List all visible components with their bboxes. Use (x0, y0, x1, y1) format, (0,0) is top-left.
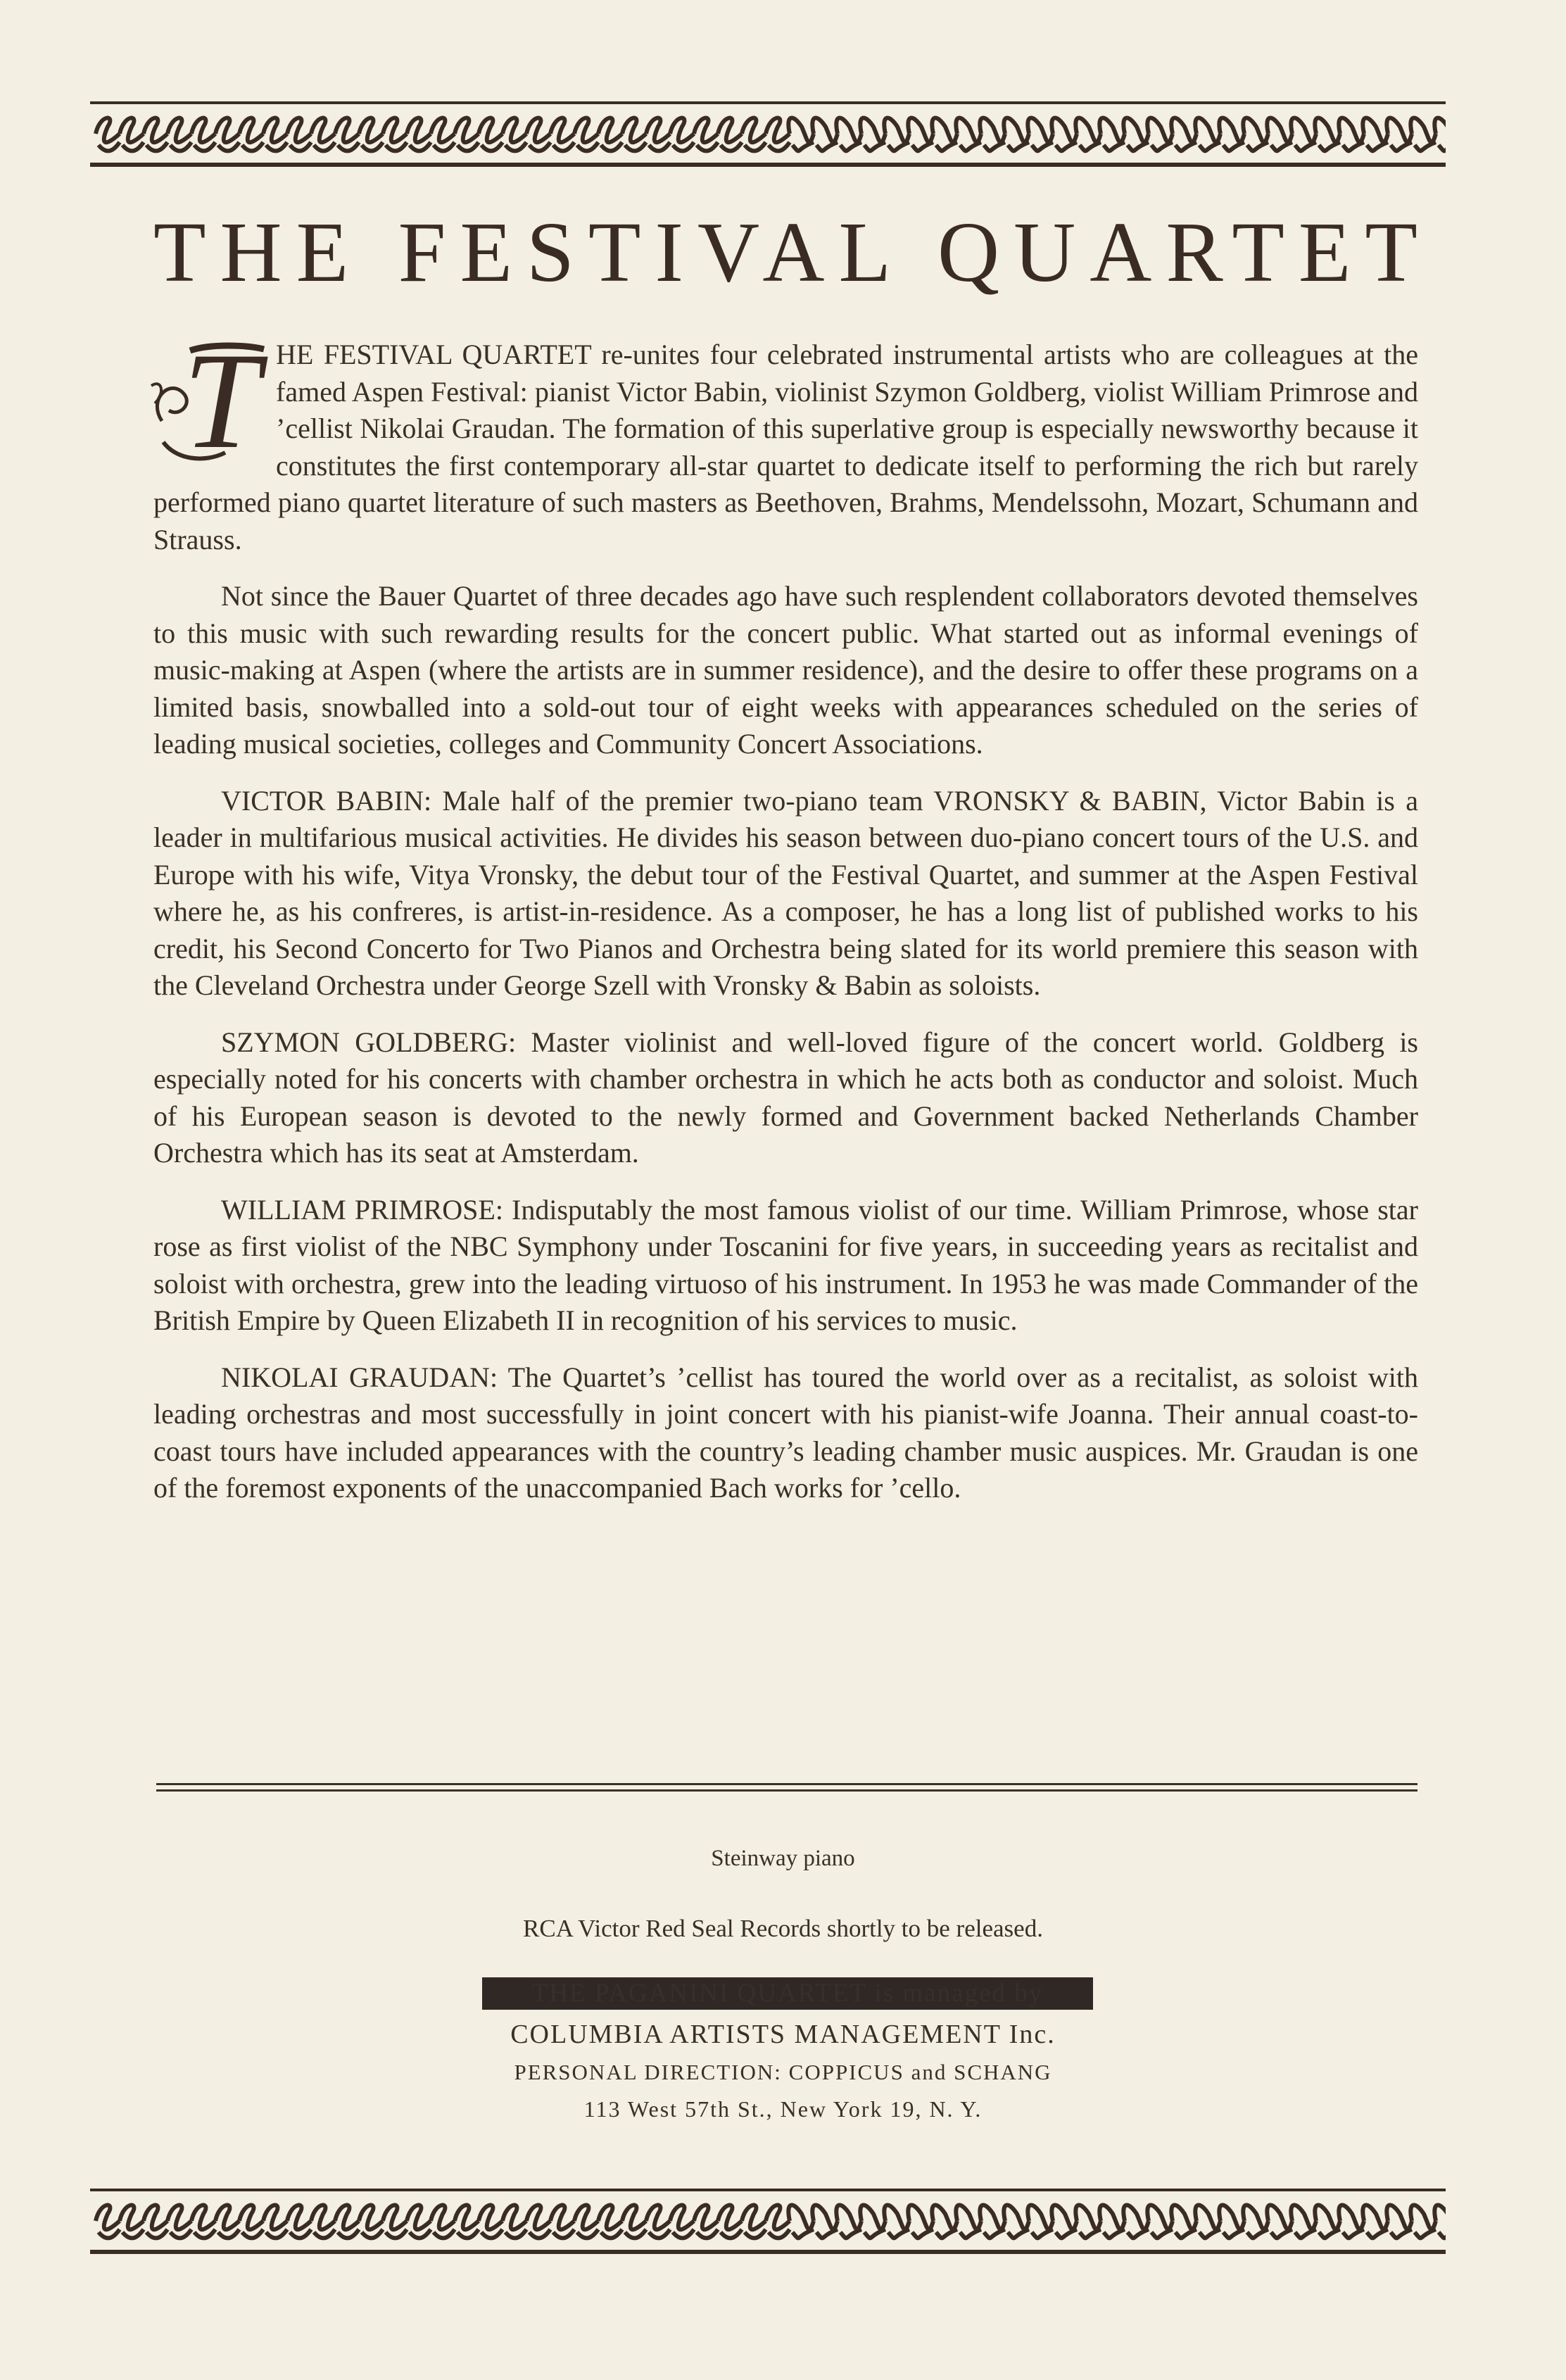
page-title: THE FESTIVAL QUARTET (153, 205, 1432, 300)
management-pasteover-strip: THE PAGANINI QUARTET is managed by (482, 1977, 1093, 2010)
records-credit: RCA Victor Red Seal Records shortly to be released. (523, 1915, 1043, 1942)
braid-ornament-icon (90, 2186, 1446, 2256)
personal-direction: PERSONAL DIRECTION: COPPICUS and SCHANG (514, 2060, 1052, 2084)
decorative-dropcap (148, 325, 266, 477)
paragraph-lead: SZYMON GOLDBERG: (221, 1026, 517, 1058)
agency-name: COLUMBIA ARTISTS MANAGEMENT Inc. (510, 2020, 1056, 2049)
paragraph-lead: HE FESTIVAL QUARTET (276, 339, 591, 370)
paragraph-text: The Quartet’s ’cellist has toured the world over as a recitalist, as soloist with leading orchestras and most successfully in joint concert with his pianist-wife Joanna. Their annual coast-to-coast tours have included appearances with the country’s leading chamber music auspices. Mr. Graudan is one of the foremost exponents of the unaccompanied Bach works for ’cello. (153, 1361, 1418, 1504)
paragraph-lead: WILLIAM PRIMROSE: (221, 1193, 503, 1226)
paragraph-primrose (153, 1192, 1418, 1340)
paragraph-text: Indisputably the most famous violist of our time. William Primrose, whose star rose as first violist of the NBC Symphony under Toscanini for five years, in succeeding years as recitalist and soloist with orchestra, grew into the leading virtuoso of his instrument. In 1953 he was made Commander of the British Empire by Queen Elizabeth II in recognition of his services to music. (153, 1193, 1418, 1336)
paragraph-goldberg (153, 1024, 1418, 1172)
ornamental-border-bottom (90, 2186, 1446, 2256)
paragraph-text: Master violinist and well-loved figure of the concert world. Goldberg is especially noted for his concerts with chamber orchestra in which he acts both as conductor and soloist. Much of his European season is devoted to the newly formed and Government backed Netherlands Chamber Orchestra which has its seat at Amsterdam. (153, 1026, 1418, 1169)
divider-rule (156, 1783, 1417, 1792)
paragraph-lead: NIKOLAI GRAUDAN: (221, 1361, 498, 1393)
braid-ornament-icon (90, 99, 1446, 169)
dropcap-letter: T (183, 325, 260, 477)
piano-credit: Steinway piano (711, 1846, 855, 1871)
paragraph-text: Male half of the premier two-piano team VRONSKY & BABIN, Victor Babin is a leader in multifarious musical activities. He divides his season between duo-piano concert tours of the U.S. and Europe with his wife, Vitya Vronsky, the debut tour of the Festival Quartet, and summer at the Aspen Festival where he, as his confreres, is artist-in-residence. As a composer, he has a long list of published works to his credit, his Second Concerto for Two Pianos and Orchestra being slated for its world premiere this season with the Cleveland Orchestra under George Szell with Vronsky & Babin as soloists. (153, 784, 1418, 1001)
paragraph-text: re-unites four celebrated instrumental artists who are colleagues at the famed Aspen Festival: pianist Victor Babin, violinist Szymon Goldberg, violist William Primrose and ’cellist Nikolai Graudan. The formation of this superlative group is especially newsworthy because it constitutes the first contemporary all-star quartet to dedicate itself to performing the rich but rarely performed piano quartet literature of such masters as Beethoven, Brahms, Mendelssohn, Mozart, Schumann and Strauss. (153, 339, 1418, 555)
agency-address: 113 West 57th St., New York 19, N. Y. (583, 2096, 983, 2122)
paragraph-intro (153, 325, 1418, 558)
paragraph-text: Not since the Bauer Quartet of three decades ago have such resplendent collaborators devoted themselves to this music with such rewarding results for the concert public. What started out as informal evenings of music-making at Aspen (where the artists are in summer residence), and the desire to offer these programs on a limited basis, snowballed into a sold-out tour of eight weeks with appearances scheduled on the series of leading musical societies, colleges and Community Concert Associations. (153, 580, 1418, 760)
paragraph-babin (153, 783, 1418, 1005)
paragraph-history (153, 578, 1418, 763)
ornamental-border-top (90, 99, 1446, 169)
paragraph-graudan (153, 1359, 1418, 1507)
paragraph-lead: VICTOR BABIN: (221, 784, 432, 817)
article-body (153, 325, 1418, 1527)
